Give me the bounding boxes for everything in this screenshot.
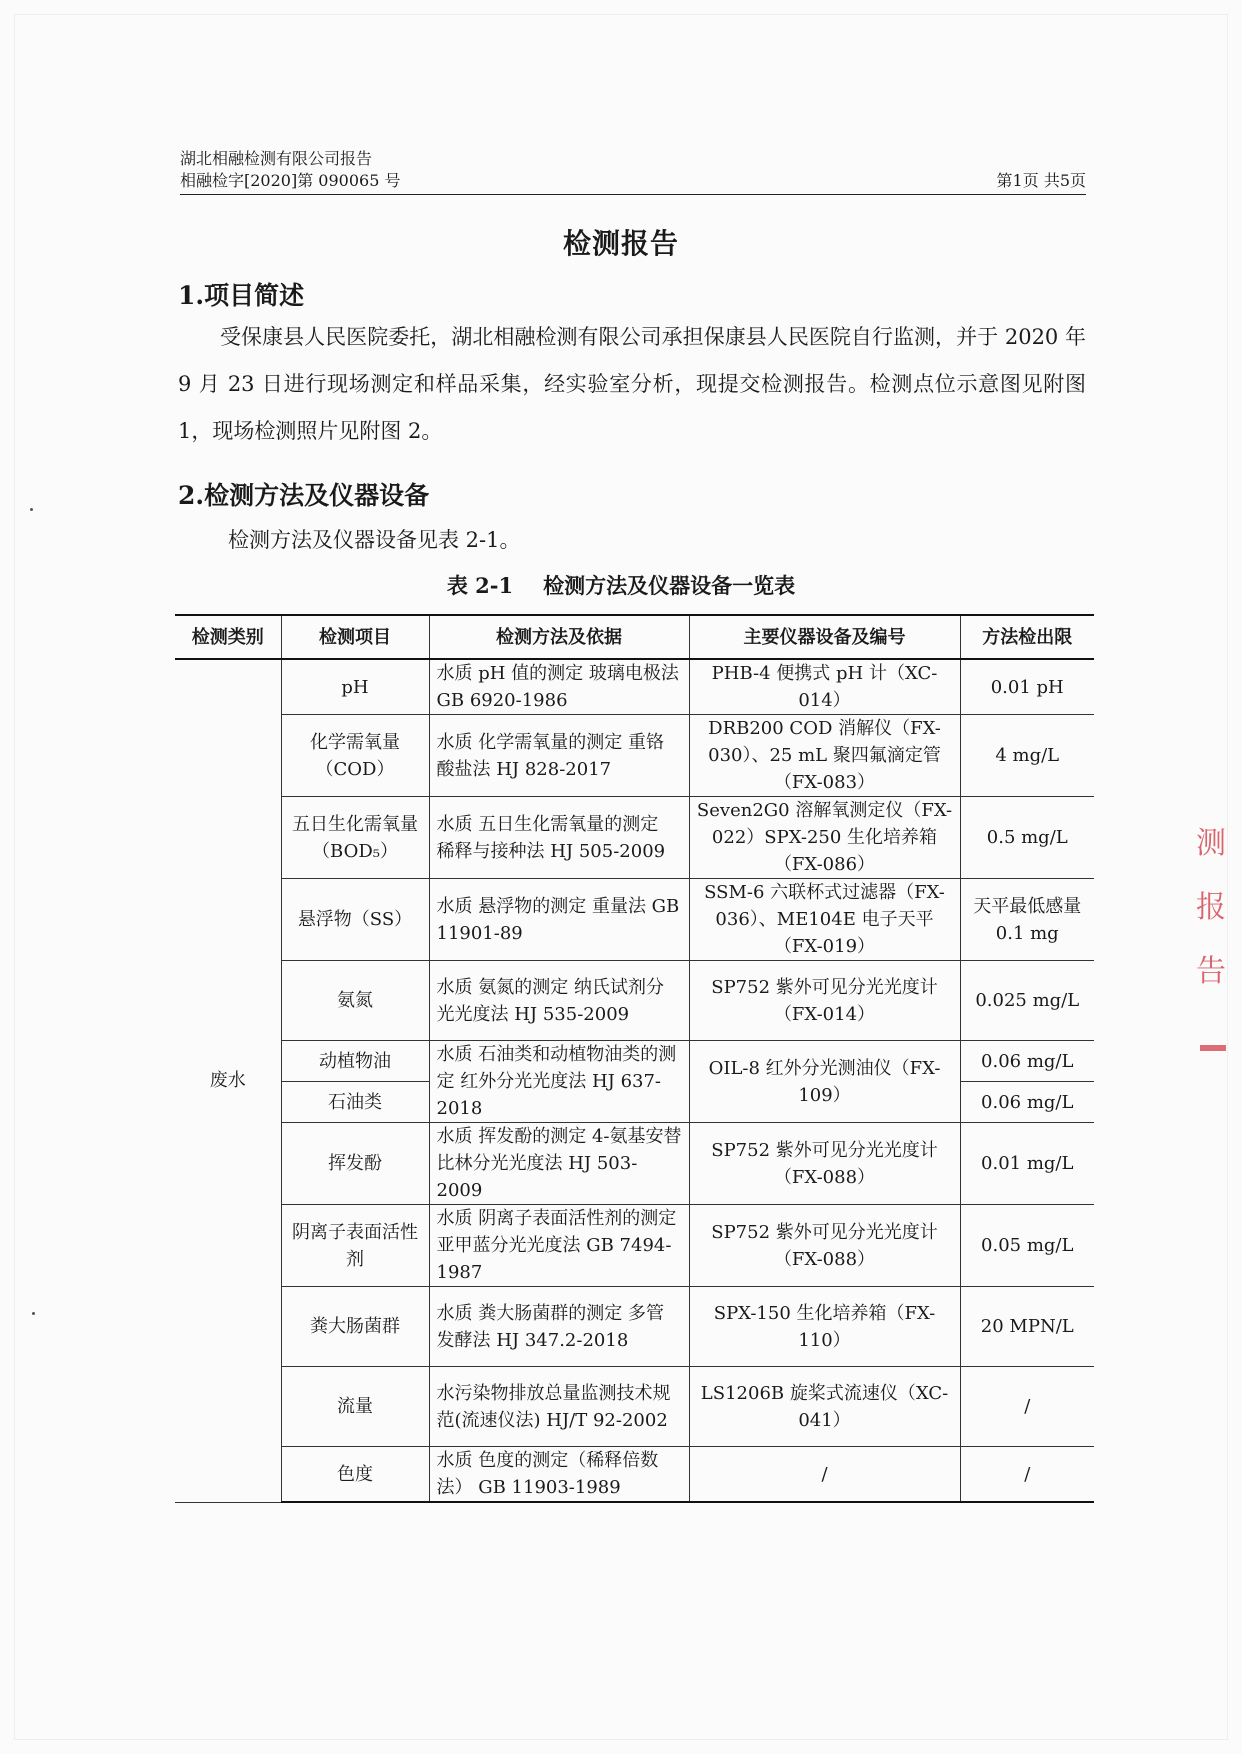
instrument-cell: Seven2G0 溶解氧测定仪（FX-022）SPX-250 生化培养箱（FX-086） bbox=[689, 797, 960, 879]
instrument-cell: OIL-8 红外分光测油仪（FX-109） bbox=[689, 1041, 960, 1123]
section1-paragraph: 受保康县人民医院委托，湖北相融检测有限公司承担保康县人民医院自行监测，并于 2020 年 9 月 23 日进行现场测定和样品采集，经实验室分析，现提交检测报告。检测点位示意图见附图 1，现场检测照片见附图 2。 bbox=[178, 325, 1086, 443]
table-caption-number: 表 2-1 bbox=[446, 573, 514, 598]
item-cell: 动植物油 bbox=[281, 1041, 429, 1082]
limit-cell: 0.01 mg/L bbox=[960, 1123, 1094, 1205]
table-row bbox=[175, 797, 1094, 879]
item-cell: 石油类 bbox=[281, 1082, 429, 1123]
section2-heading: 2.检测方法及仪器设备 bbox=[178, 481, 430, 510]
method-cell: 水质 五日生化需氧量的测定 稀释与接种法 HJ 505-2009 bbox=[429, 797, 689, 879]
item-cell: 阴离子表面活性剂 bbox=[281, 1205, 429, 1287]
limit-cell: 0.01 pH bbox=[960, 659, 1094, 715]
item-cell: 化学需氧量（COD） bbox=[281, 715, 429, 797]
table-row bbox=[175, 1123, 1094, 1205]
instrument-cell: SSM-6 六联杯式过滤器（FX-036）、ME104E 电子天平（FX-019） bbox=[689, 879, 960, 961]
limit-cell: / bbox=[960, 1447, 1094, 1503]
category-cell: 废水 bbox=[175, 659, 281, 1502]
limit-cell: 4 mg/L bbox=[960, 715, 1094, 797]
report-number: 相融检字[2020]第 090065 号 bbox=[180, 171, 401, 190]
header-line bbox=[180, 170, 1086, 195]
method-cell: 水质 氨氮的测定 纳氏试剂分光光度法 HJ 535-2009 bbox=[429, 961, 689, 1041]
limit-cell: 0.5 mg/L bbox=[960, 797, 1094, 879]
method-cell: 水质 色度的测定（稀释倍数法） GB 11903-1989 bbox=[429, 1447, 689, 1503]
scan-speck bbox=[30, 508, 33, 511]
stamp-char: 告 bbox=[1196, 954, 1226, 989]
seal-stamp-fragment bbox=[1196, 812, 1226, 1004]
limit-cell: 0.06 mg/L bbox=[960, 1041, 1094, 1082]
section1-heading: 1.项目简述 bbox=[178, 281, 305, 310]
table-row bbox=[175, 659, 1094, 715]
header-item: 检测项目 bbox=[281, 615, 429, 659]
item-cell: 挥发酚 bbox=[281, 1123, 429, 1205]
table-row bbox=[175, 1447, 1094, 1503]
header-limit: 方法检出限 bbox=[960, 615, 1094, 659]
item-cell: 氨氮 bbox=[281, 961, 429, 1041]
instrument-cell: DRB200 COD 消解仪（FX-030）、25 mL 聚四氟滴定管（FX-083） bbox=[689, 715, 960, 797]
item-cell: 五日生化需氧量（BOD₅） bbox=[281, 797, 429, 879]
method-cell: 水质 粪大肠菌群的测定 多管发酵法 HJ 347.2-2018 bbox=[429, 1287, 689, 1367]
table-row bbox=[175, 1041, 1094, 1082]
company-report-label: 湖北相融检测有限公司报告 bbox=[180, 149, 373, 168]
page-info: 第1页 共5页 bbox=[996, 171, 1086, 190]
instrument-cell: / bbox=[689, 1447, 960, 1503]
method-cell: 水质 pH 值的测定 玻璃电极法 GB 6920-1986 bbox=[429, 659, 689, 715]
method-cell: 水质 化学需氧量的测定 重铬酸盐法 HJ 828-2017 bbox=[429, 715, 689, 797]
instrument-cell: SP752 紫外可见分光光度计（FX-088） bbox=[689, 1205, 960, 1287]
method-cell: 水质 悬浮物的测定 重量法 GB 11901-89 bbox=[429, 879, 689, 961]
instrument-cell: LS1206B 旋桨式流速仪（XC-041） bbox=[689, 1367, 960, 1447]
item-cell: 流量 bbox=[281, 1367, 429, 1447]
item-cell: 悬浮物（SS） bbox=[281, 879, 429, 961]
instrument-cell: PHB-4 便携式 pH 计（XC-014） bbox=[689, 659, 960, 715]
header-method: 检测方法及依据 bbox=[429, 615, 689, 659]
table-row bbox=[175, 715, 1094, 797]
instrument-cell: SP752 紫外可见分光光度计（FX-088） bbox=[689, 1123, 960, 1205]
report-header bbox=[180, 148, 1086, 195]
stamp-bar bbox=[1200, 1045, 1226, 1051]
table-caption bbox=[0, 570, 1242, 600]
table-row bbox=[175, 1205, 1094, 1287]
item-cell: 色度 bbox=[281, 1447, 429, 1503]
stamp-char: 报 bbox=[1196, 890, 1226, 925]
table-row bbox=[175, 1287, 1094, 1367]
table-header-row bbox=[175, 615, 1094, 659]
item-cell: pH bbox=[281, 659, 429, 715]
limit-cell: / bbox=[960, 1367, 1094, 1447]
methods-table bbox=[175, 614, 1094, 1503]
limit-cell: 0.025 mg/L bbox=[960, 961, 1094, 1041]
method-cell: 水质 阴离子表面活性剂的测定 亚甲蓝分光光度法 GB 7494-1987 bbox=[429, 1205, 689, 1287]
header-instrument: 主要仪器设备及编号 bbox=[689, 615, 960, 659]
table-row bbox=[175, 961, 1094, 1041]
method-cell: 水质 石油类和动植物油类的测定 红外分光光度法 HJ 637-2018 bbox=[429, 1041, 689, 1123]
item-cell: 粪大肠菌群 bbox=[281, 1287, 429, 1367]
method-cell: 水质 挥发酚的测定 4-氨基安替比林分光光度法 HJ 503-2009 bbox=[429, 1123, 689, 1205]
table-row bbox=[175, 1367, 1094, 1447]
limit-cell: 天平最低感量 0.1 mg bbox=[960, 879, 1094, 961]
limit-cell: 0.06 mg/L bbox=[960, 1082, 1094, 1123]
scan-speck bbox=[32, 1312, 35, 1315]
header-category: 检测类别 bbox=[175, 615, 281, 659]
stamp-char: 测 bbox=[1196, 826, 1226, 861]
instrument-cell: SP752 紫外可见分光光度计（FX-014） bbox=[689, 961, 960, 1041]
page-title: 检测报告 bbox=[562, 227, 679, 260]
method-cell: 水污染物排放总量监测技术规范(流速仪法) HJ/T 92-2002 bbox=[429, 1367, 689, 1447]
table-caption-text: 检测方法及仪器设备一览表 bbox=[543, 573, 796, 598]
section2-intro: 检测方法及仪器设备见表 2-1。 bbox=[228, 528, 521, 552]
limit-cell: 20 MPN/L bbox=[960, 1287, 1094, 1367]
table-row bbox=[175, 879, 1094, 961]
instrument-cell: SPX-150 生化培养箱（FX-110） bbox=[689, 1287, 960, 1367]
limit-cell: 0.05 mg/L bbox=[960, 1205, 1094, 1287]
